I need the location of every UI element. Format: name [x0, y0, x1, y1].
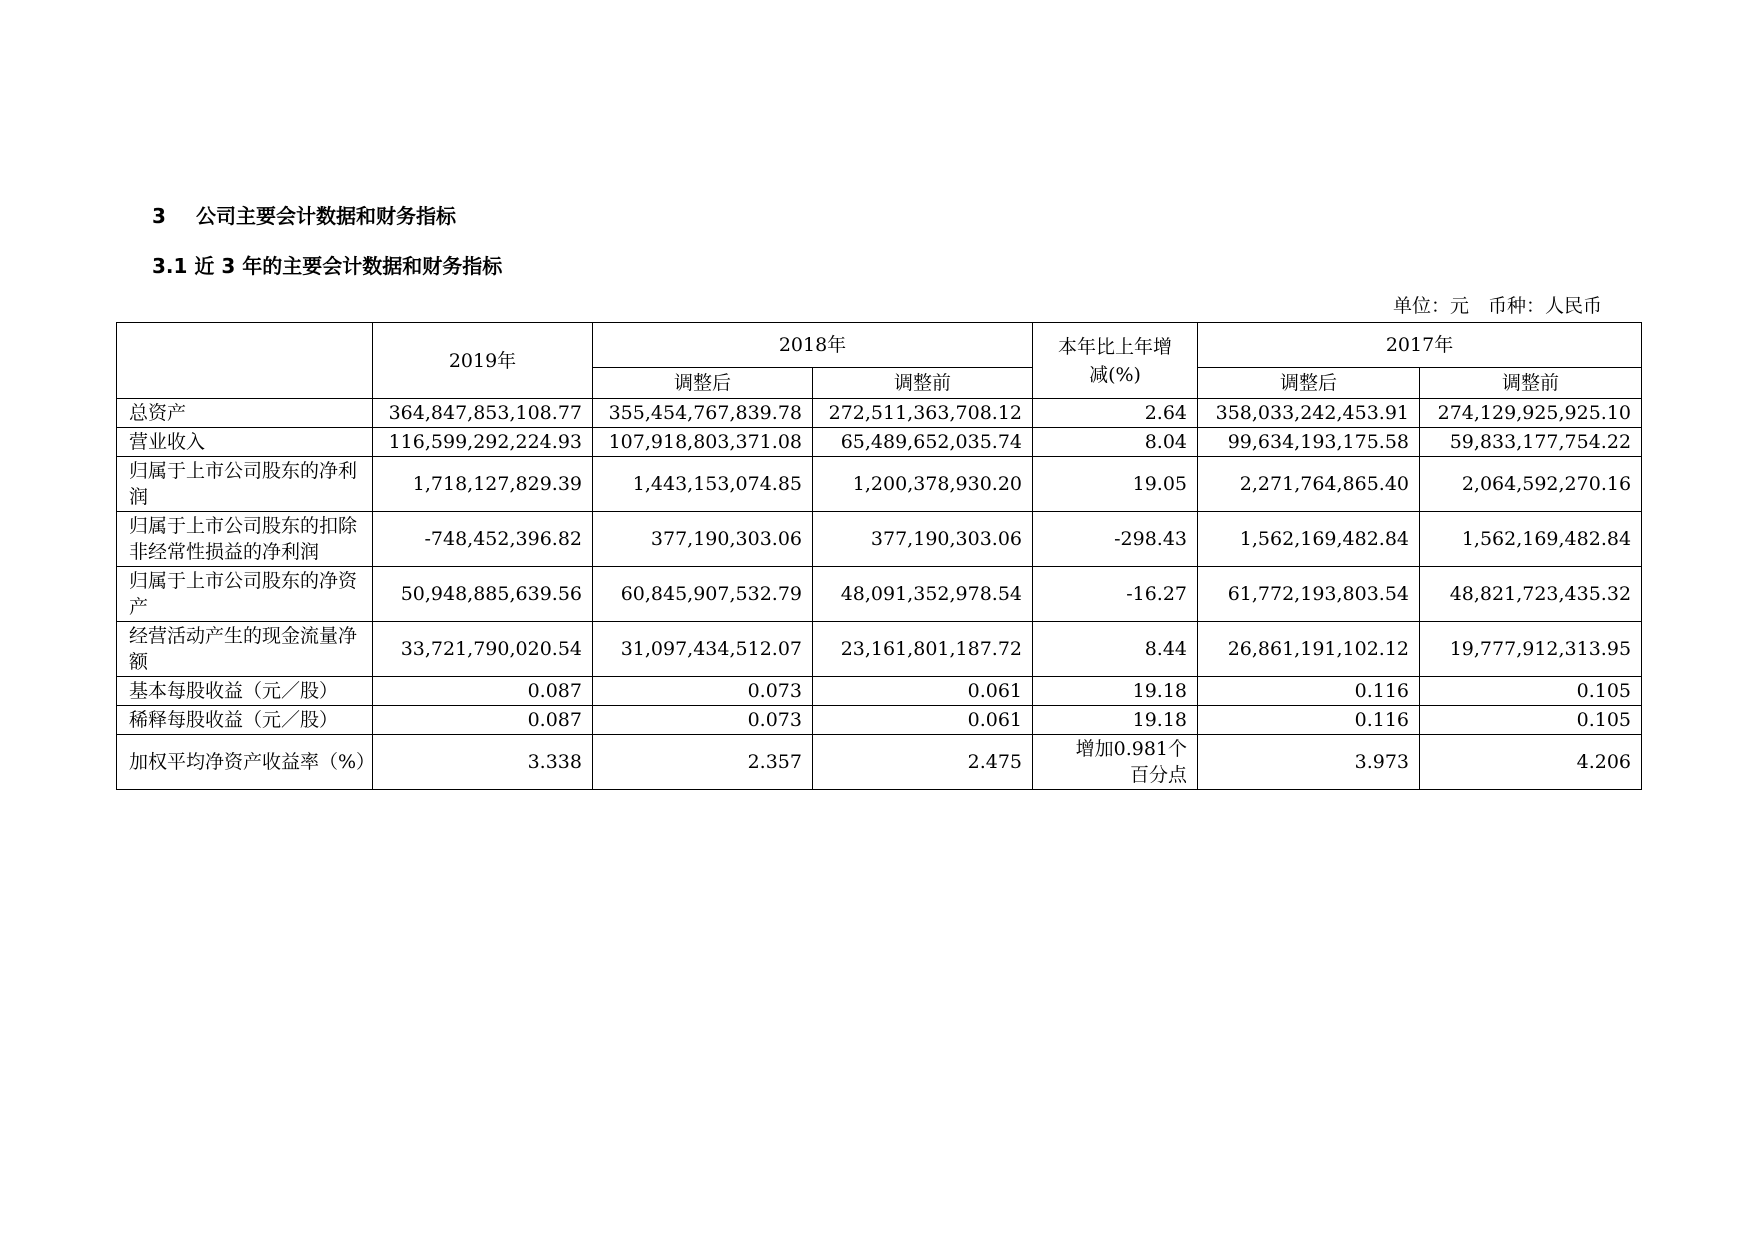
- value-2018-adjusted-after: 0.073: [593, 706, 813, 735]
- section-heading: [152, 200, 456, 229]
- value-change: 增加0.981个百分点: [1033, 735, 1198, 790]
- table-row: [117, 399, 1642, 428]
- value-2019: 364,847,853,108.77: [373, 399, 593, 428]
- value-2018-adjusted-after: 377,190,303.06: [593, 512, 813, 567]
- value-2017-adjusted-after: 26,861,191,102.12: [1198, 622, 1420, 677]
- row-label: 归属于上市公司股东的扣除非经常性损益的净利润: [117, 512, 373, 567]
- value-change: 19.18: [1033, 706, 1198, 735]
- header-2018: 2018年: [593, 323, 1033, 368]
- value-change: 19.05: [1033, 457, 1198, 512]
- value-2018-adjusted-after: 107,918,803,371.08: [593, 428, 813, 457]
- header-2018-adjusted-after: 调整后: [593, 368, 813, 399]
- value-2018-adjusted-after: 60,845,907,532.79: [593, 567, 813, 622]
- value-2017-adjusted-after: 61,772,193,803.54: [1198, 567, 1420, 622]
- value-2017-adjusted-before: 0.105: [1420, 677, 1642, 706]
- section-title: 公司主要会计数据和财务指标: [196, 204, 456, 228]
- value-2019: 1,718,127,829.39: [373, 457, 593, 512]
- header-2019: 2019年: [373, 323, 593, 399]
- row-label: 稀释每股收益（元／股）: [117, 706, 373, 735]
- value-2018-adjusted-before: 0.061: [813, 706, 1033, 735]
- value-2017-adjusted-after: 99,634,193,175.58: [1198, 428, 1420, 457]
- table-row: [117, 428, 1642, 457]
- value-2018-adjusted-before: 23,161,801,187.72: [813, 622, 1033, 677]
- row-label: 基本每股收益（元／股）: [117, 677, 373, 706]
- section-number: 3: [152, 204, 166, 228]
- value-2017-adjusted-after: 1,562,169,482.84: [1198, 512, 1420, 567]
- value-change: -16.27: [1033, 567, 1198, 622]
- value-change: 2.64: [1033, 399, 1198, 428]
- value-2017-adjusted-before: 19,777,912,313.95: [1420, 622, 1642, 677]
- value-change: -298.43: [1033, 512, 1198, 567]
- value-2018-adjusted-before: 48,091,352,978.54: [813, 567, 1033, 622]
- row-label: 归属于上市公司股东的净利润: [117, 457, 373, 512]
- value-2018-adjusted-before: 377,190,303.06: [813, 512, 1033, 567]
- table-row: [117, 706, 1642, 735]
- value-2019: 3.338: [373, 735, 593, 790]
- unit-note: 单位：元 币种：人民币: [1392, 295, 1602, 317]
- header-2018-adjusted-before: 调整前: [813, 368, 1033, 399]
- table-row: [117, 512, 1642, 567]
- value-2017-adjusted-before: 48,821,723,435.32: [1420, 567, 1642, 622]
- value-2018-adjusted-before: 2.475: [813, 735, 1033, 790]
- row-label: 归属于上市公司股东的净资产: [117, 567, 373, 622]
- value-2017-adjusted-before: 4.206: [1420, 735, 1642, 790]
- value-2018-adjusted-before: 1,200,378,930.20: [813, 457, 1033, 512]
- value-2019: 50,948,885,639.56: [373, 567, 593, 622]
- header-2017-adjusted-before: 调整前: [1420, 368, 1642, 399]
- value-2018-adjusted-after: 31,097,434,512.07: [593, 622, 813, 677]
- value-2019: 116,599,292,224.93: [373, 428, 593, 457]
- value-2018-adjusted-after: 355,454,767,839.78: [593, 399, 813, 428]
- value-2018-adjusted-before: 0.061: [813, 677, 1033, 706]
- value-2018-adjusted-after: 0.073: [593, 677, 813, 706]
- value-2018-adjusted-after: 1,443,153,074.85: [593, 457, 813, 512]
- table-row: [117, 677, 1642, 706]
- financial-indicators-table: [116, 322, 1642, 790]
- value-2017-adjusted-before: 274,129,925,925.10: [1420, 399, 1642, 428]
- table-row: [117, 735, 1642, 790]
- value-2017-adjusted-before: 59,833,177,754.22: [1420, 428, 1642, 457]
- value-2019: 0.087: [373, 706, 593, 735]
- value-2019: 0.087: [373, 677, 593, 706]
- value-2017-adjusted-after: 2,271,764,865.40: [1198, 457, 1420, 512]
- header-change: 本年比上年增减(%): [1033, 323, 1198, 399]
- table-row: [117, 457, 1642, 512]
- value-2017-adjusted-after: 0.116: [1198, 677, 1420, 706]
- header-2017-adjusted-after: 调整后: [1198, 368, 1420, 399]
- value-2018-adjusted-before: 65,489,652,035.74: [813, 428, 1033, 457]
- value-2017-adjusted-before: 0.105: [1420, 706, 1642, 735]
- value-2019: 33,721,790,020.54: [373, 622, 593, 677]
- value-2017-adjusted-before: 1,562,169,482.84: [1420, 512, 1642, 567]
- subsection-heading: 3.1 近 3 年的主要会计数据和财务指标: [152, 254, 503, 278]
- value-2017-adjusted-after: 358,033,242,453.91: [1198, 399, 1420, 428]
- value-change: 19.18: [1033, 677, 1198, 706]
- table-row: [117, 567, 1642, 622]
- value-2018-adjusted-before: 272,511,363,708.12: [813, 399, 1033, 428]
- value-2018-adjusted-after: 2.357: [593, 735, 813, 790]
- value-change: 8.04: [1033, 428, 1198, 457]
- row-label: 经营活动产生的现金流量净额: [117, 622, 373, 677]
- value-change: 8.44: [1033, 622, 1198, 677]
- value-2019: -748,452,396.82: [373, 512, 593, 567]
- row-label: 加权平均净资产收益率（%）: [117, 735, 373, 790]
- header-2017: 2017年: [1198, 323, 1642, 368]
- header-blank: [117, 323, 373, 399]
- table-row: [117, 622, 1642, 677]
- row-label: 总资产: [117, 399, 373, 428]
- row-label: 营业收入: [117, 428, 373, 457]
- value-2017-adjusted-before: 2,064,592,270.16: [1420, 457, 1642, 512]
- value-2017-adjusted-after: 0.116: [1198, 706, 1420, 735]
- value-2017-adjusted-after: 3.973: [1198, 735, 1420, 790]
